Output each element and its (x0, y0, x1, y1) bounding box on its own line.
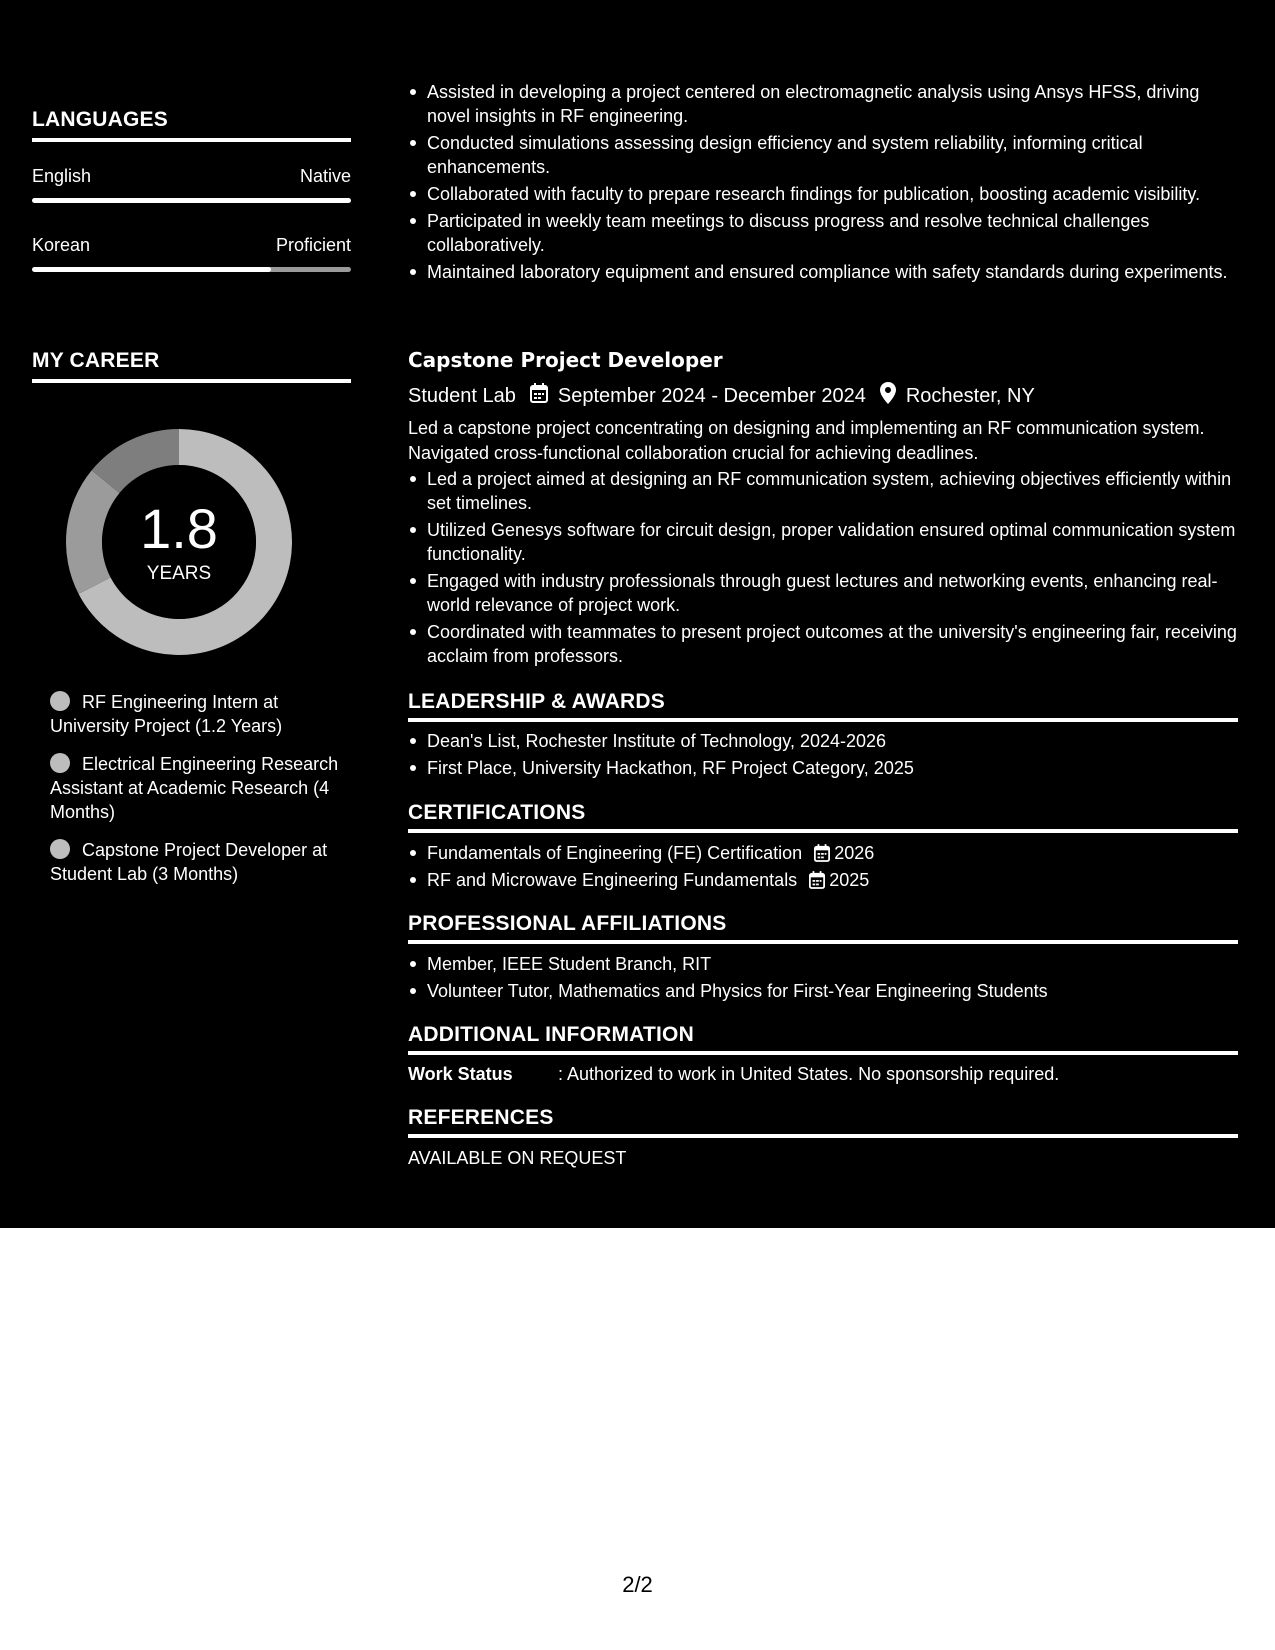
job-bullet: Maintained laboratory equipment and ensured compliance with safety standards during experiments. (408, 260, 1238, 284)
certification-year: 2026 (814, 841, 874, 865)
career-legend-label: Capstone Project Developer at Student Lab (3 Months) (50, 840, 328, 884)
certification-year: 2025 (809, 868, 869, 892)
leadership-heading: LEADERSHIP & AWARDS (408, 690, 1238, 722)
calendar-icon (530, 383, 548, 409)
work-status-value: : Authorized to work in United States. No sponsorship required. (558, 1064, 1060, 1084)
career-legend-item (50, 690, 340, 738)
affiliation-item: Member, IEEE Student Branch, RIT (408, 952, 1238, 976)
career-total-unit: YEARS (146, 563, 212, 584)
language-row-english (32, 166, 351, 187)
calendar-icon (809, 871, 825, 889)
certification-name: Fundamentals of Engineering (FE) Certification (427, 843, 803, 863)
language-row-korean (32, 235, 351, 256)
job-title: Capstone Project Developer (408, 348, 723, 372)
legend-dot-icon (50, 753, 70, 773)
references-heading: REFERENCES (408, 1106, 1238, 1138)
career-donut-chart (66, 429, 292, 655)
work-status (408, 1064, 1059, 1085)
affiliation-item: Volunteer Tutor, Mathematics and Physics for First-Year Engineering Students (408, 979, 1238, 1003)
certifications-list (408, 841, 1238, 895)
job-bullets (408, 467, 1238, 671)
page-number: 2/2 (622, 1572, 653, 1597)
calendar-icon (814, 844, 830, 862)
job-bullet: Led a project aimed at designing an RF communication system, achieving objectives efficiently within set timelines. (408, 467, 1238, 515)
job-meta (408, 382, 1035, 410)
language-level: Native (299, 166, 351, 186)
language-bar-fill (32, 267, 271, 272)
job-bullet: Participated in weekly team meetings to discuss progress and resolve technical challenges collaboratively. (408, 209, 1238, 257)
job-company: Student Lab (408, 384, 516, 407)
job-bullet: Assisted in developing a project centered on electromagnetic analysis using Ansys HFSS, driving novel insights in RF engineering. (408, 80, 1238, 128)
language-level: Proficient (275, 235, 351, 255)
language-bar-english (32, 198, 351, 203)
work-status-label: Work Status (408, 1064, 513, 1084)
career-total-value: 1.8 (140, 497, 218, 560)
affiliations-heading: PROFESSIONAL AFFILIATIONS (408, 912, 1238, 944)
languages-heading: LANGUAGES (32, 108, 351, 142)
location-pin-icon (880, 382, 896, 410)
career-legend-item (50, 752, 340, 824)
job-bullet: Utilized Genesys software for circuit design, proper validation ensured optimal communication system functionality. (408, 518, 1238, 566)
job-dates: September 2024 - December 2024 (557, 384, 866, 407)
certification-item (408, 841, 1238, 865)
job-bullet: Collaborated with faculty to prepare research findings for publication, boosting academic visibility. (408, 182, 1238, 206)
career-legend (50, 690, 340, 900)
job-bullet: Coordinated with teammates to present project outcomes at the university's engineering fair, receiving acclaim from professors. (408, 620, 1238, 668)
job-bullet: Engaged with industry professionals through guest lectures and networking events, enhancing real-world relevance of project work. (408, 569, 1238, 617)
career-heading: MY CAREER (32, 349, 351, 383)
job-location: Rochester, NY (905, 384, 1035, 407)
additional-info-heading: ADDITIONAL INFORMATION (408, 1023, 1238, 1055)
leadership-item: First Place, University Hackathon, RF Project Category, 2025 (408, 756, 1238, 780)
leadership-item: Dean's List, Rochester Institute of Technology, 2024-2026 (408, 729, 1238, 753)
affiliations-list (408, 952, 1238, 1006)
main-content (380, 0, 1275, 1228)
job-summary: Led a capstone project concentrating on designing and implementing an RF communication system. Navigated cross-functional collaboration crucial for achieving deadlines. (408, 418, 1205, 463)
references-text: AVAILABLE ON REQUEST (408, 1148, 627, 1168)
career-legend-label: Electrical Engineering Research Assistant at Academic Research (4 Months) (50, 754, 339, 822)
legend-dot-icon (50, 691, 70, 711)
career-legend-item (50, 838, 340, 886)
career-legend-label: RF Engineering Intern at University Project (1.2 Years) (50, 692, 283, 736)
certifications-heading: CERTIFICATIONS (408, 801, 1238, 833)
certification-item (408, 868, 1238, 892)
language-bar-korean (32, 267, 351, 272)
job-bullet: Conducted simulations assessing design efficiency and system reliability, informing critical enhancements. (408, 131, 1238, 179)
previous-job-bullets (408, 80, 1238, 287)
language-name: Korean (32, 235, 91, 255)
leadership-list (408, 729, 1238, 783)
language-bar-fill (32, 198, 351, 203)
certification-name: RF and Microwave Engineering Fundamentals (427, 870, 798, 890)
language-name: English (32, 166, 92, 186)
legend-dot-icon (50, 839, 70, 859)
sidebar (0, 0, 380, 1228)
